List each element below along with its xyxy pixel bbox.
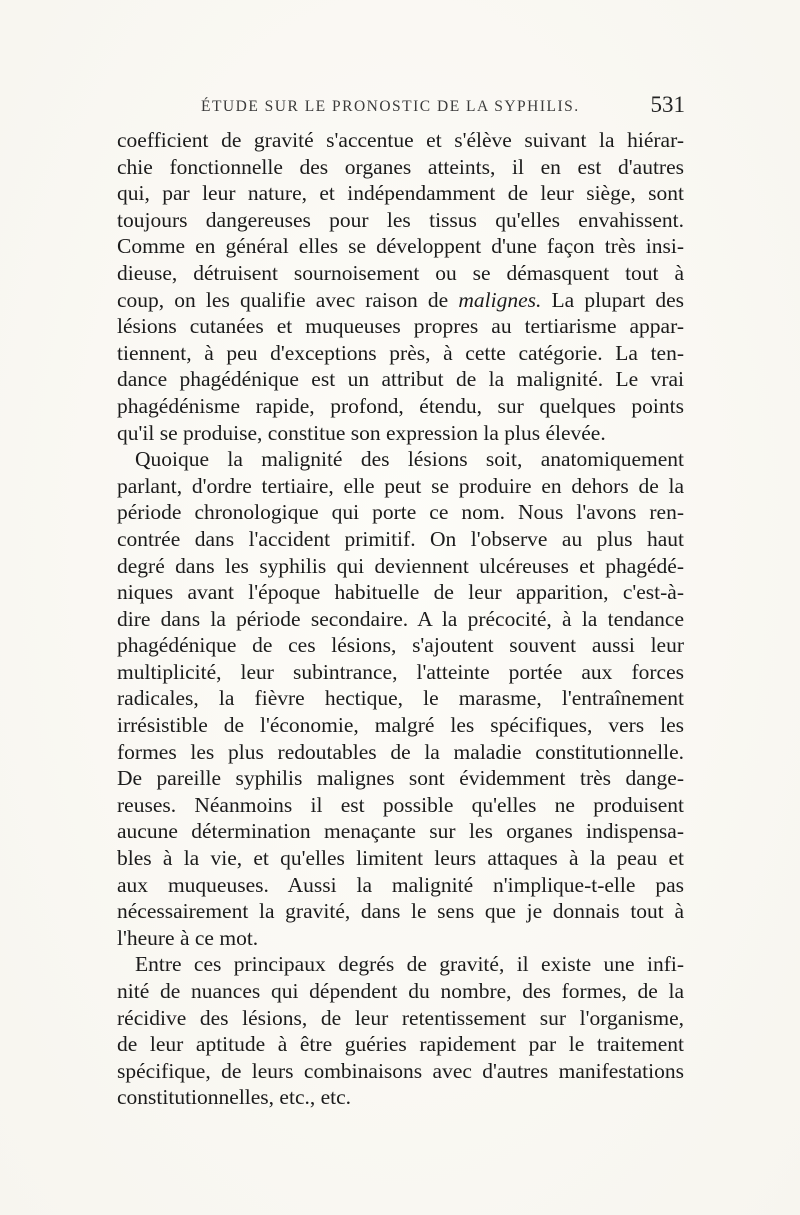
text-line	[117, 287, 684, 314]
text-line: dire dans la période secondaire. A la précocité, à la tendance	[117, 606, 684, 631]
text-line: Entre ces principaux degrés de gravité, il existe une infi-	[135, 952, 684, 977]
text-line: contrée dans l'accident primitif. On l'observe au plus haut	[117, 526, 684, 551]
text-line: période chronologique qui porte ce nom. Nous l'avons ren-	[117, 500, 684, 525]
text-line: formes les plus redoutables de la maladie constitutionnelle.	[117, 739, 684, 764]
text-line: qu'il se produise, constitue son expression la plus élevée.	[117, 420, 606, 445]
text-line: tiennent, à peu d'exceptions près, à cette catégorie. La ten-	[117, 340, 684, 365]
text-line: de leur aptitude à être guéries rapidement par le traitement	[117, 1032, 684, 1057]
text-line: radicales, la fièvre hectique, le marasme, l'entraînement	[117, 686, 684, 711]
text-line: aucune détermination menaçante sur les organes indispensa-	[117, 819, 684, 844]
text-line: Quoique la malignité des lésions soit, anatomiquement	[135, 447, 684, 472]
text-line: toujours dangereuses pour les tissus qu'elles envahissent.	[117, 207, 684, 232]
text-line: De pareille syphilis malignes sont évidemment très dange-	[117, 766, 684, 791]
text-line: constitutionnelles, etc., etc.	[117, 1085, 352, 1110]
italic-term: malignes.	[458, 287, 542, 312]
text-line: nité de nuances qui dépendent du nombre, des formes, de la	[117, 979, 684, 1003]
page-number: 531	[650, 92, 685, 117]
text-line: niques avant l'époque habituelle de leur apparition, c'est-à-	[117, 580, 684, 605]
text-line: chie fonctionnelle des organes atteints, il en est d'autres	[117, 154, 684, 179]
text-line: l'heure à ce mot.	[117, 925, 259, 950]
paragraph-3	[117, 951, 684, 1111]
text-line: dance phagédénique est un attribut de la malignité. Le vrai	[117, 367, 684, 392]
text-line: nécessairement la gravité, dans le sens que je donnais tout à	[117, 899, 684, 924]
text-line: qui, par leur nature, et indépendamment de leur siège, sont	[117, 181, 684, 206]
text-line: degré dans les syphilis qui deviennent ulcéreuses et phagédé-	[117, 553, 684, 578]
text-line: spécifique, de leurs combinaisons avec d'autres manifestations	[117, 1058, 684, 1083]
text-line: dieuse, détruisent sournoisement ou se démasquent tout à	[117, 260, 684, 285]
text-segment: La plupart des	[551, 287, 685, 312]
text-line: reuses. Néanmoins il est possible qu'elles ne produisent	[117, 792, 684, 817]
text-line: bles à la vie, et qu'elles limitent leurs attaques à la peau et	[117, 846, 684, 871]
text-line: parlant, d'ordre tertiaire, elle peut se produire en dehors de la	[117, 473, 684, 498]
text-segment: coup, on les qualifie avec raison de	[117, 287, 449, 312]
running-title: ÉTUDE SUR LE PRONOSTIC DE LA SYPHILIS.	[201, 98, 580, 115]
text-line: phagédénique de ces lésions, s'ajoutent souvent aussi leur	[117, 633, 684, 658]
text-line: coefficient de gravité s'accentue et s'élève suivant la hiérar-	[117, 128, 684, 152]
text-line: phagédénisme rapide, profond, étendu, sur quelques points	[117, 393, 684, 418]
paragraph-2	[117, 446, 684, 951]
body-text	[117, 127, 684, 1111]
text-line: Comme en général elles se développent d'une façon très insi-	[117, 234, 684, 259]
text-line: lésions cutanées et muqueuses propres au tertiarisme appar-	[117, 314, 684, 339]
text-line: récidive des lésions, de leur retentissement sur l'organisme,	[117, 1005, 684, 1030]
paragraph-1	[117, 127, 684, 446]
text-line: irrésistible de l'économie, malgré les spécifiques, vers les	[117, 713, 684, 738]
text-line: aux muqueuses. Aussi la malignité n'implique-t-elle pas	[117, 872, 684, 897]
running-head	[115, 92, 685, 126]
text-line: multiplicité, leur subintrance, l'atteinte portée aux forces	[117, 659, 684, 684]
